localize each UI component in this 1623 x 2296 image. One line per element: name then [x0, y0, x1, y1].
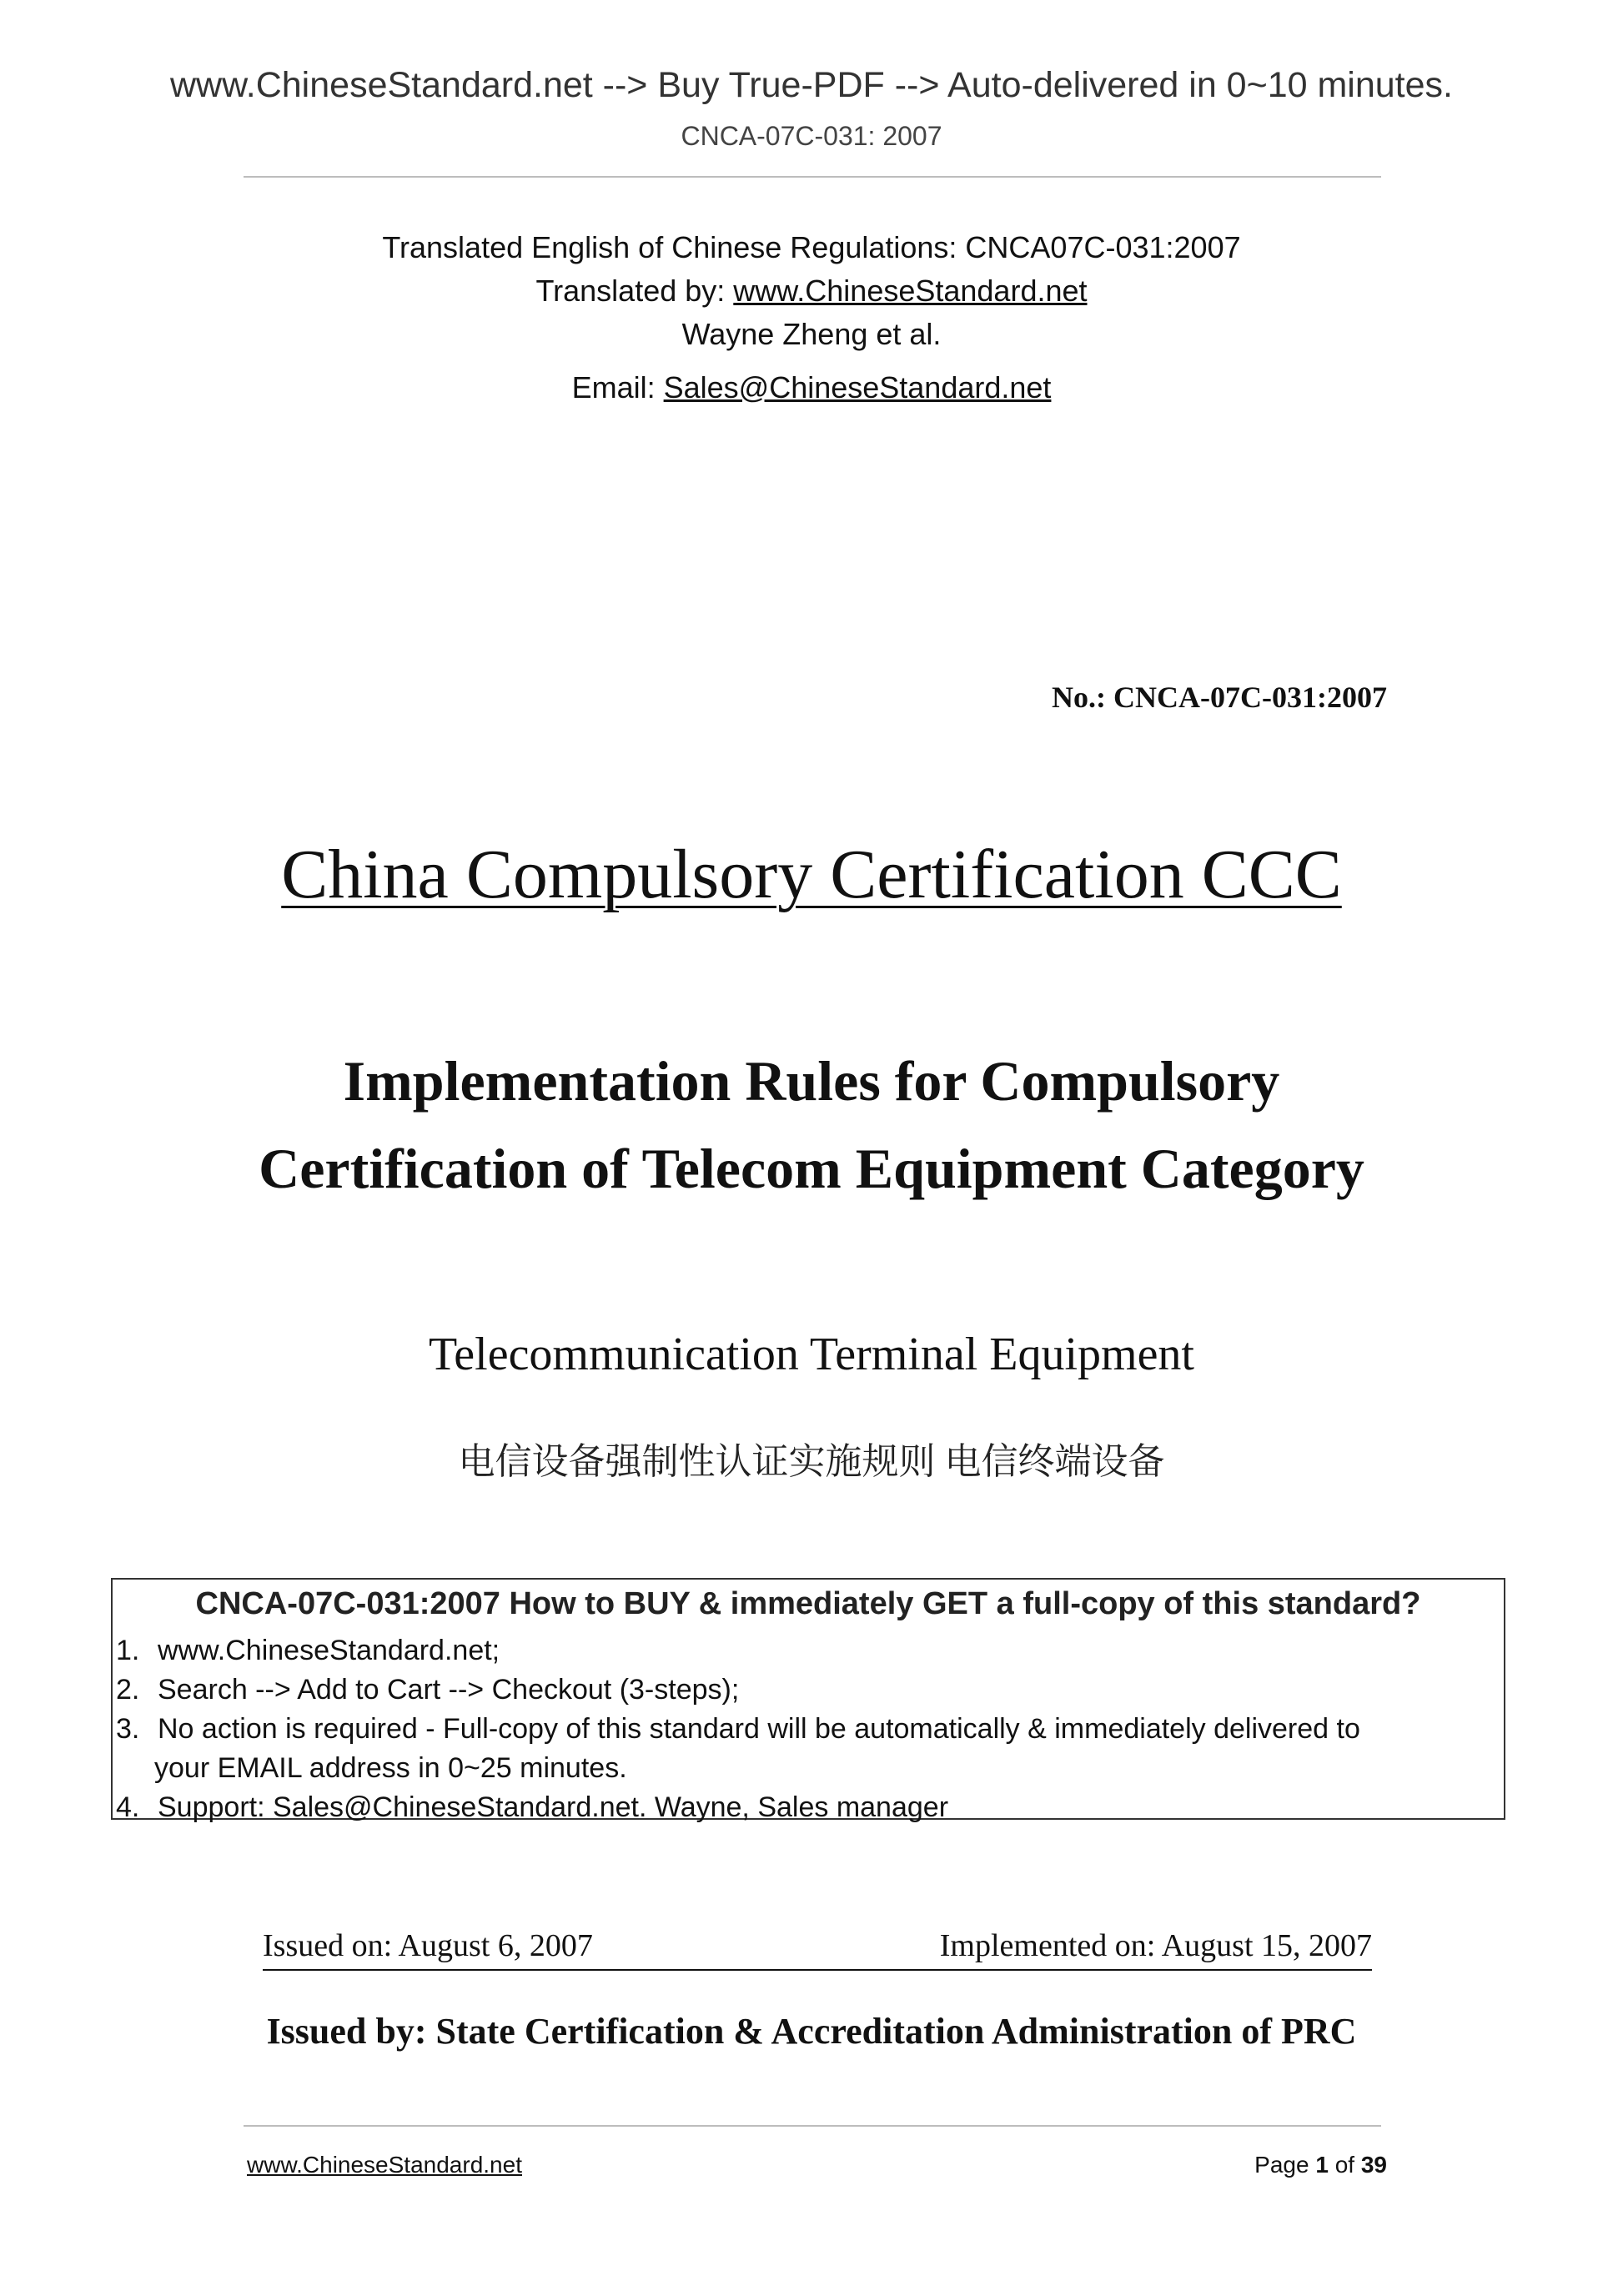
- translation-line: Translated English of Chinese Regulations: CNCA07C-031:2007: [382, 230, 1241, 264]
- email-label: Email:: [571, 370, 664, 404]
- top-banner: www.ChineseStandard.net --> Buy True-PDF --> Auto-delivered in 0~10 minutes.: [169, 65, 1453, 105]
- buy-step-text: Support: Sales@ChineseStandard.net. Wayne, Sales manager: [158, 1791, 949, 1823]
- implemented-on-date: Implemented on: August 15, 2007: [939, 1928, 1372, 1963]
- buy-step-2: [113, 1674, 739, 1706]
- main-title: [0, 834, 1623, 915]
- dates-row: [263, 1927, 1372, 1971]
- buy-step-text[interactable]: www.ChineseStandard.net;: [158, 1635, 500, 1666]
- email-line: [0, 370, 1623, 405]
- chinese-title: 电信设备强制性认证实施规则 电信终端设备: [458, 1441, 1165, 1482]
- email-link[interactable]: Sales@ChineseStandard.net: [663, 370, 1052, 404]
- buy-step-number: 1.: [116, 1635, 140, 1666]
- page-current: 1: [1315, 2152, 1329, 2178]
- equipment-title: Telecommunication Terminal Equipment: [429, 1329, 1194, 1380]
- buy-step-3: [113, 1713, 1360, 1746]
- subtitle-line-2: Certification of Telecom Equipment Category: [259, 1137, 1364, 1200]
- header-divider: [244, 176, 1381, 178]
- translated-by-label: Translated by:: [535, 274, 734, 308]
- header-doc-code: CNCA-07C-031: 2007: [681, 121, 942, 151]
- buy-instructions-box: [111, 1578, 1505, 1823]
- buy-step-number: 3.: [116, 1713, 140, 1745]
- page-total: 39: [1360, 2152, 1387, 2178]
- page-indicator: [1254, 2152, 1387, 2178]
- buy-step-text: Search --> Add to Cart --> Checkout (3-steps);: [158, 1674, 740, 1706]
- buy-step-3-continued: your EMAIL address in 0~25 minutes.: [154, 1752, 627, 1784]
- buy-box-heading: CNCA-07C-031:2007 How to BUY & immediately GET a full-copy of this standard?: [195, 1586, 1421, 1621]
- buy-step-1: [113, 1635, 500, 1667]
- translated-by-line: [0, 274, 1623, 309]
- issued-on-date: Issued on: August 6, 2007: [263, 1928, 593, 1963]
- buy-step-4: [113, 1791, 948, 1824]
- buy-step-number: 4.: [116, 1791, 140, 1823]
- buy-step-number: 2.: [116, 1674, 140, 1706]
- footer-link[interactable]: www.ChineseStandard.net: [247, 2152, 522, 2178]
- main-title-text: China Compulsory Certification CCC: [281, 836, 1342, 913]
- buy-step-text: No action is required - Full-copy of this standard will be automatically & immediately delivered to: [158, 1713, 1360, 1745]
- document-number: No.: CNCA-07C-031:2007: [1052, 681, 1387, 714]
- footer-divider: [244, 2125, 1381, 2127]
- translated-by-link[interactable]: www.ChineseStandard.net: [733, 274, 1088, 308]
- subtitle-line-1: Implementation Rules for Compulsory: [343, 1049, 1280, 1113]
- page-label: Page: [1254, 2152, 1316, 2178]
- translator-name: Wayne Zheng et al.: [681, 317, 942, 351]
- issued-by: Issued by: State Certification & Accreditation Administration of PRC: [266, 2011, 1357, 2052]
- page-of: of: [1328, 2152, 1361, 2178]
